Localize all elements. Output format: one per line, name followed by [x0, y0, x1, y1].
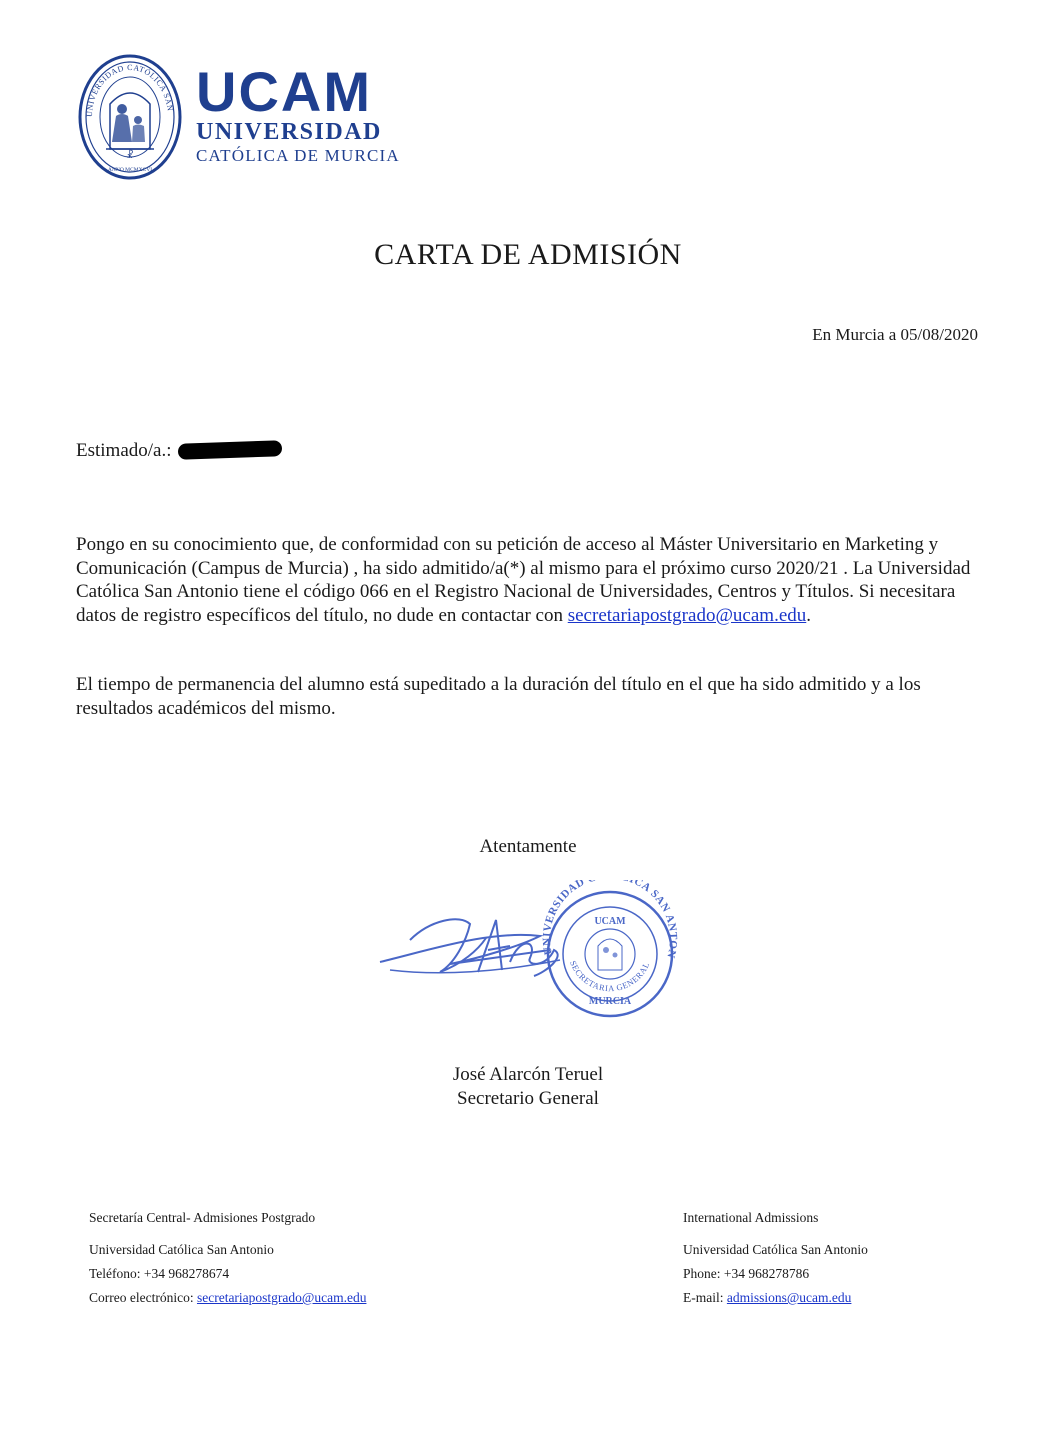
footer-left-email-label: Correo electrónico:	[89, 1290, 197, 1305]
footer-left-email-row	[89, 1290, 366, 1305]
footer-right-email-label: E-mail:	[683, 1290, 727, 1305]
svg-text:☧: ☧	[126, 150, 134, 160]
footer-left-heading: Secretaría Central- Admisiones Postgrado	[89, 1210, 316, 1225]
paragraph-1-end: .	[806, 604, 812, 626]
letter-title: CARTA DE ADMISIÓN	[374, 238, 682, 271]
body-paragraph-1	[76, 533, 986, 627]
footer-right-email-row	[683, 1290, 851, 1305]
seal-arc-text: UNIVERSIDAD CATÓLICA SAN	[84, 62, 175, 118]
brand-catolica: CATÓLICA DE MURCIA	[196, 146, 400, 165]
seal-year: ANNO MCMXCVI	[107, 167, 153, 173]
footer-right-heading: International Admissions	[683, 1210, 819, 1225]
brand-ucam: UCAM	[196, 60, 372, 123]
email-link-postgrado[interactable]: secretariapostgrado@ucam.edu	[567, 604, 807, 626]
stamp-murcia: MURCIA	[588, 996, 632, 1007]
redacted-name	[177, 440, 281, 460]
footer-right-institution: Universidad Católica San Antonio	[683, 1242, 868, 1257]
official-stamp	[370, 880, 679, 1016]
footer-left-email-link[interactable]: secretariapostgrado@ucam.edu	[196, 1290, 367, 1305]
footer-right-phone: Phone: +34 968278786	[683, 1266, 810, 1281]
university-brand	[196, 60, 416, 166]
footer-left-institution: Universidad Católica San Antonio	[89, 1242, 274, 1257]
stamp-outer-text: UNIVERSIDAD CA SAN ANTON	[540, 880, 680, 960]
stamp-inner-text: SECRETARIA GENERAL	[568, 959, 652, 994]
signer-name: José Alarcón Teruel	[452, 1064, 604, 1085]
greeting-label: Estimado/a.:	[76, 440, 172, 461]
stamp-ucam: UCAM	[594, 916, 626, 927]
signature-area	[370, 880, 680, 1020]
closing: Atentamente	[479, 836, 577, 857]
signer-title: Secretario General	[457, 1088, 599, 1109]
handwritten-signature	[380, 919, 560, 976]
svg-text:UNIVERSIDAD CATOLICA SAN ANTON	[370, 880, 679, 960]
signer-block	[0, 1063, 1056, 1111]
footer-right-email-link[interactable]: admissions@ucam.edu	[726, 1290, 852, 1305]
date-line: En Murcia a 05/08/2020	[812, 325, 978, 344]
footer-left-phone: Teléfono: +34 968278674	[89, 1266, 230, 1281]
university-seal-logo	[78, 54, 182, 180]
svg-text:SECRETARIA GENERAL	[568, 959, 651, 993]
brand-universidad: UNIVERSIDAD	[196, 119, 382, 145]
body-paragraph-2: El tiempo de permanencia del alumno está supeditado a la duración del título en el que ha sido admitido y a los resultados académicos del mismo.	[76, 674, 921, 719]
greeting	[76, 440, 282, 462]
paragraph-1-text: Pongo en su conocimiento que, de conformidad con su petición de acceso al Máster Universitario en Marketing y Comunicación (Campus de Murcia) , ha sido admitido/a(*) al mismo para el próximo curso 2020/21 . La Universidad Católica San Antonio tiene el código 066 en el Registro Nacional de Universidades, Centros y Títulos. Si necesitara datos de registro específicos del título, no dude en contactar con	[76, 534, 971, 626]
